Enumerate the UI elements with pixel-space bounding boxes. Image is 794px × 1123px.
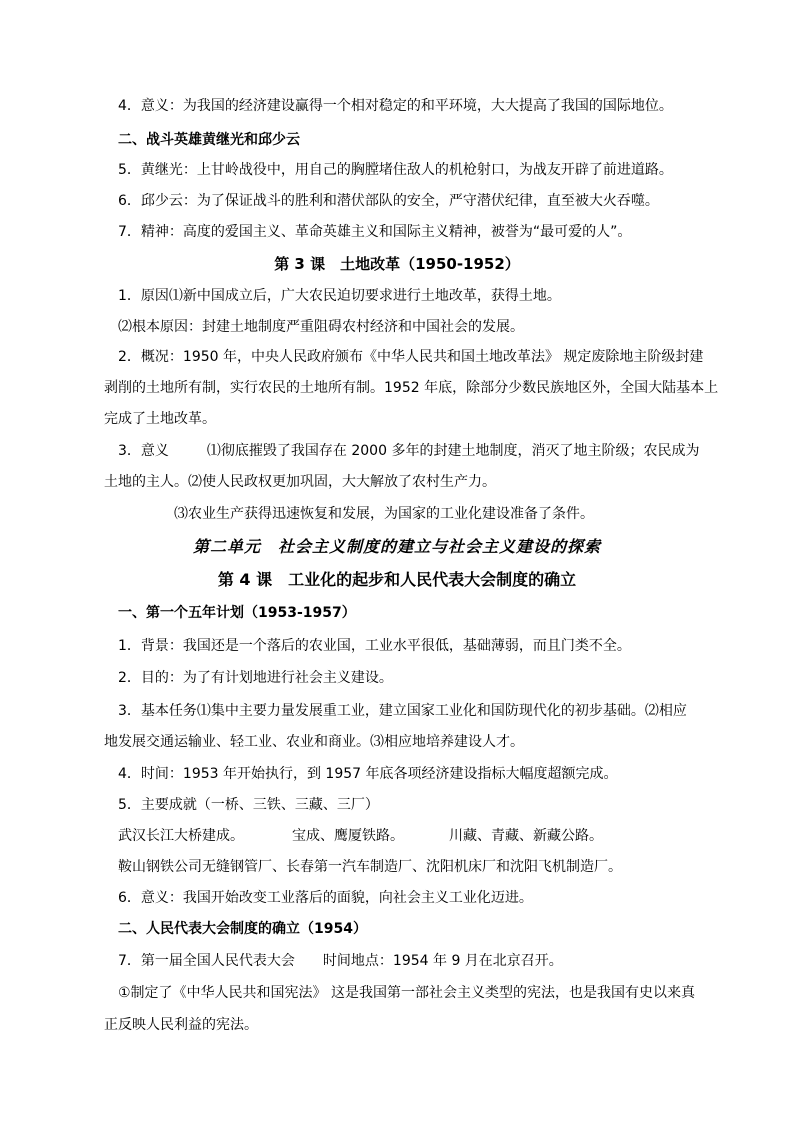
paragraph-spirit: 7．精神：高度的爱国主义、革命英雄主义和国际主义精神，被誉为“最可爱的人”。 bbox=[118, 224, 632, 240]
paragraph-huang-jiguang: 5．黄继光：上甘岭战役中，用自己的胸膛堵住敌人的机枪射口，为战友开辟了前进道路。 bbox=[118, 162, 673, 178]
paragraph-basic-tasks-line-1: 3．基本任务⑴集中主要力量发展重工业，建立国家工业化和国防现代化的初步基础。⑵相应 bbox=[118, 703, 687, 719]
achievement-factories: 鞍山钢铁公司无缝钢管厂、长春第一汽车制造厂、沈阳机床厂和沈阳飞机制造厂。 bbox=[118, 859, 622, 875]
paragraph-reason: 1．原因⑴新中国成立后，广大农民迫切要求进行土地改革，获得土地。 bbox=[118, 288, 561, 304]
paragraph-significance-3 bbox=[118, 441, 699, 461]
heading-npc-system: 二、人民代表大会制度的确立（1954） bbox=[118, 921, 367, 937]
paragraph-background: 1．背景：我国还是一个落后的农业国，工业水平很低，基础薄弱，而且门类不全。 bbox=[118, 638, 631, 654]
unit-2-title: 第二单元 社会主义制度的建立与社会主义建设的探索 bbox=[192, 537, 601, 556]
lesson-4-title: 第 4 课 工业化的起步和人民代表大会制度的确立 bbox=[217, 570, 577, 589]
heading-combat-heroes: 二、战斗英雄黄继光和邱少云 bbox=[118, 132, 300, 148]
paragraph-purpose: 2．目的：为了有计划地进行社会主义建设。 bbox=[118, 670, 393, 686]
paragraph-first-npc bbox=[118, 951, 563, 971]
paragraph-overview-line-2: 剥削的土地所有制，实行农民的土地所有制。1952 年底，除部分少数民族地区外，全国大陆基本上 bbox=[104, 380, 719, 396]
paragraph-significance-3-point-3: ⑶农业生产获得迅速恢复和发展，为国家的工业化建设准备了条件。 bbox=[174, 506, 594, 522]
paragraph-basic-tasks-line-2: 地发展交通运输业、轻工业、农业和商业。⑶相应地培养建设人才。 bbox=[104, 734, 524, 750]
achievement-highways: 川藏、青藏、新藏公路。 bbox=[449, 828, 603, 844]
achievement-bridge: 武汉长江大桥建成。 bbox=[118, 828, 244, 844]
paragraph-root-reason: ⑵根本原因：封建土地制度严重阻碍农村经济和中国社会的发展。 bbox=[118, 319, 524, 335]
achievements-row bbox=[118, 826, 603, 846]
paragraph-qiu-shaoyun: 6．邱少云：为了保证战斗的胜利和潜伏部队的安全，严守潜伏纪律，直至被大火吞噬。 bbox=[118, 193, 659, 209]
paragraph-constitution-line-1: ①制定了《中华人民共和国宪法》 这是我国第一部社会主义类型的宪法，也是我国有史以来真 bbox=[118, 985, 695, 1001]
paragraph-significance-3-cont: 土地的主人。⑵使人民政权更加巩固，大大解放了农村生产力。 bbox=[104, 474, 496, 490]
first-npc-time-place: 时间地点：1954 年 9 月在北京召开。 bbox=[322, 953, 563, 969]
paragraph-achievements: 5．主要成就（一桥、三铁、三藏、三厂） bbox=[118, 797, 379, 813]
paragraph-overview-line-3: 完成了土地改革。 bbox=[104, 411, 216, 427]
heading-first-five-year-plan: 一、第一个五年计划（1953-1957） bbox=[118, 605, 356, 621]
lesson-3-title: 第 3 课 土地改革（1950-1952） bbox=[274, 255, 520, 273]
paragraph-constitution-line-2: 正反映人民利益的宪法。 bbox=[104, 1017, 258, 1033]
significance-text: ⑴彻底摧毁了我国存在 2000 多年的封建土地制度，消灭了地主阶级；农民成为 bbox=[206, 443, 700, 459]
paragraph-significance-4: 4．意义：为我国的经济建设赢得一个相对稳定的和平环境，大大提高了我国的国际地位。 bbox=[118, 98, 673, 114]
significance-label: 3．意义 bbox=[118, 443, 169, 459]
paragraph-time: 4．时间：1953 年开始执行，到 1957 年底各项经济建设指标大幅度超额完成。 bbox=[118, 766, 618, 782]
paragraph-overview-line-1: 2．概况：1950 年，中央人民政府颁布《中华人民共和国土地改革法》 规定废除地主阶级封建 bbox=[118, 349, 704, 365]
paragraph-significance-6: 6．意义：我国开始改变工业落后的面貌，向社会主义工业化迈进。 bbox=[118, 890, 533, 906]
achievement-railways: 宝成、鹰厦铁路。 bbox=[292, 828, 404, 844]
first-npc-label: 7．第一届全国人民代表大会 bbox=[118, 953, 295, 969]
